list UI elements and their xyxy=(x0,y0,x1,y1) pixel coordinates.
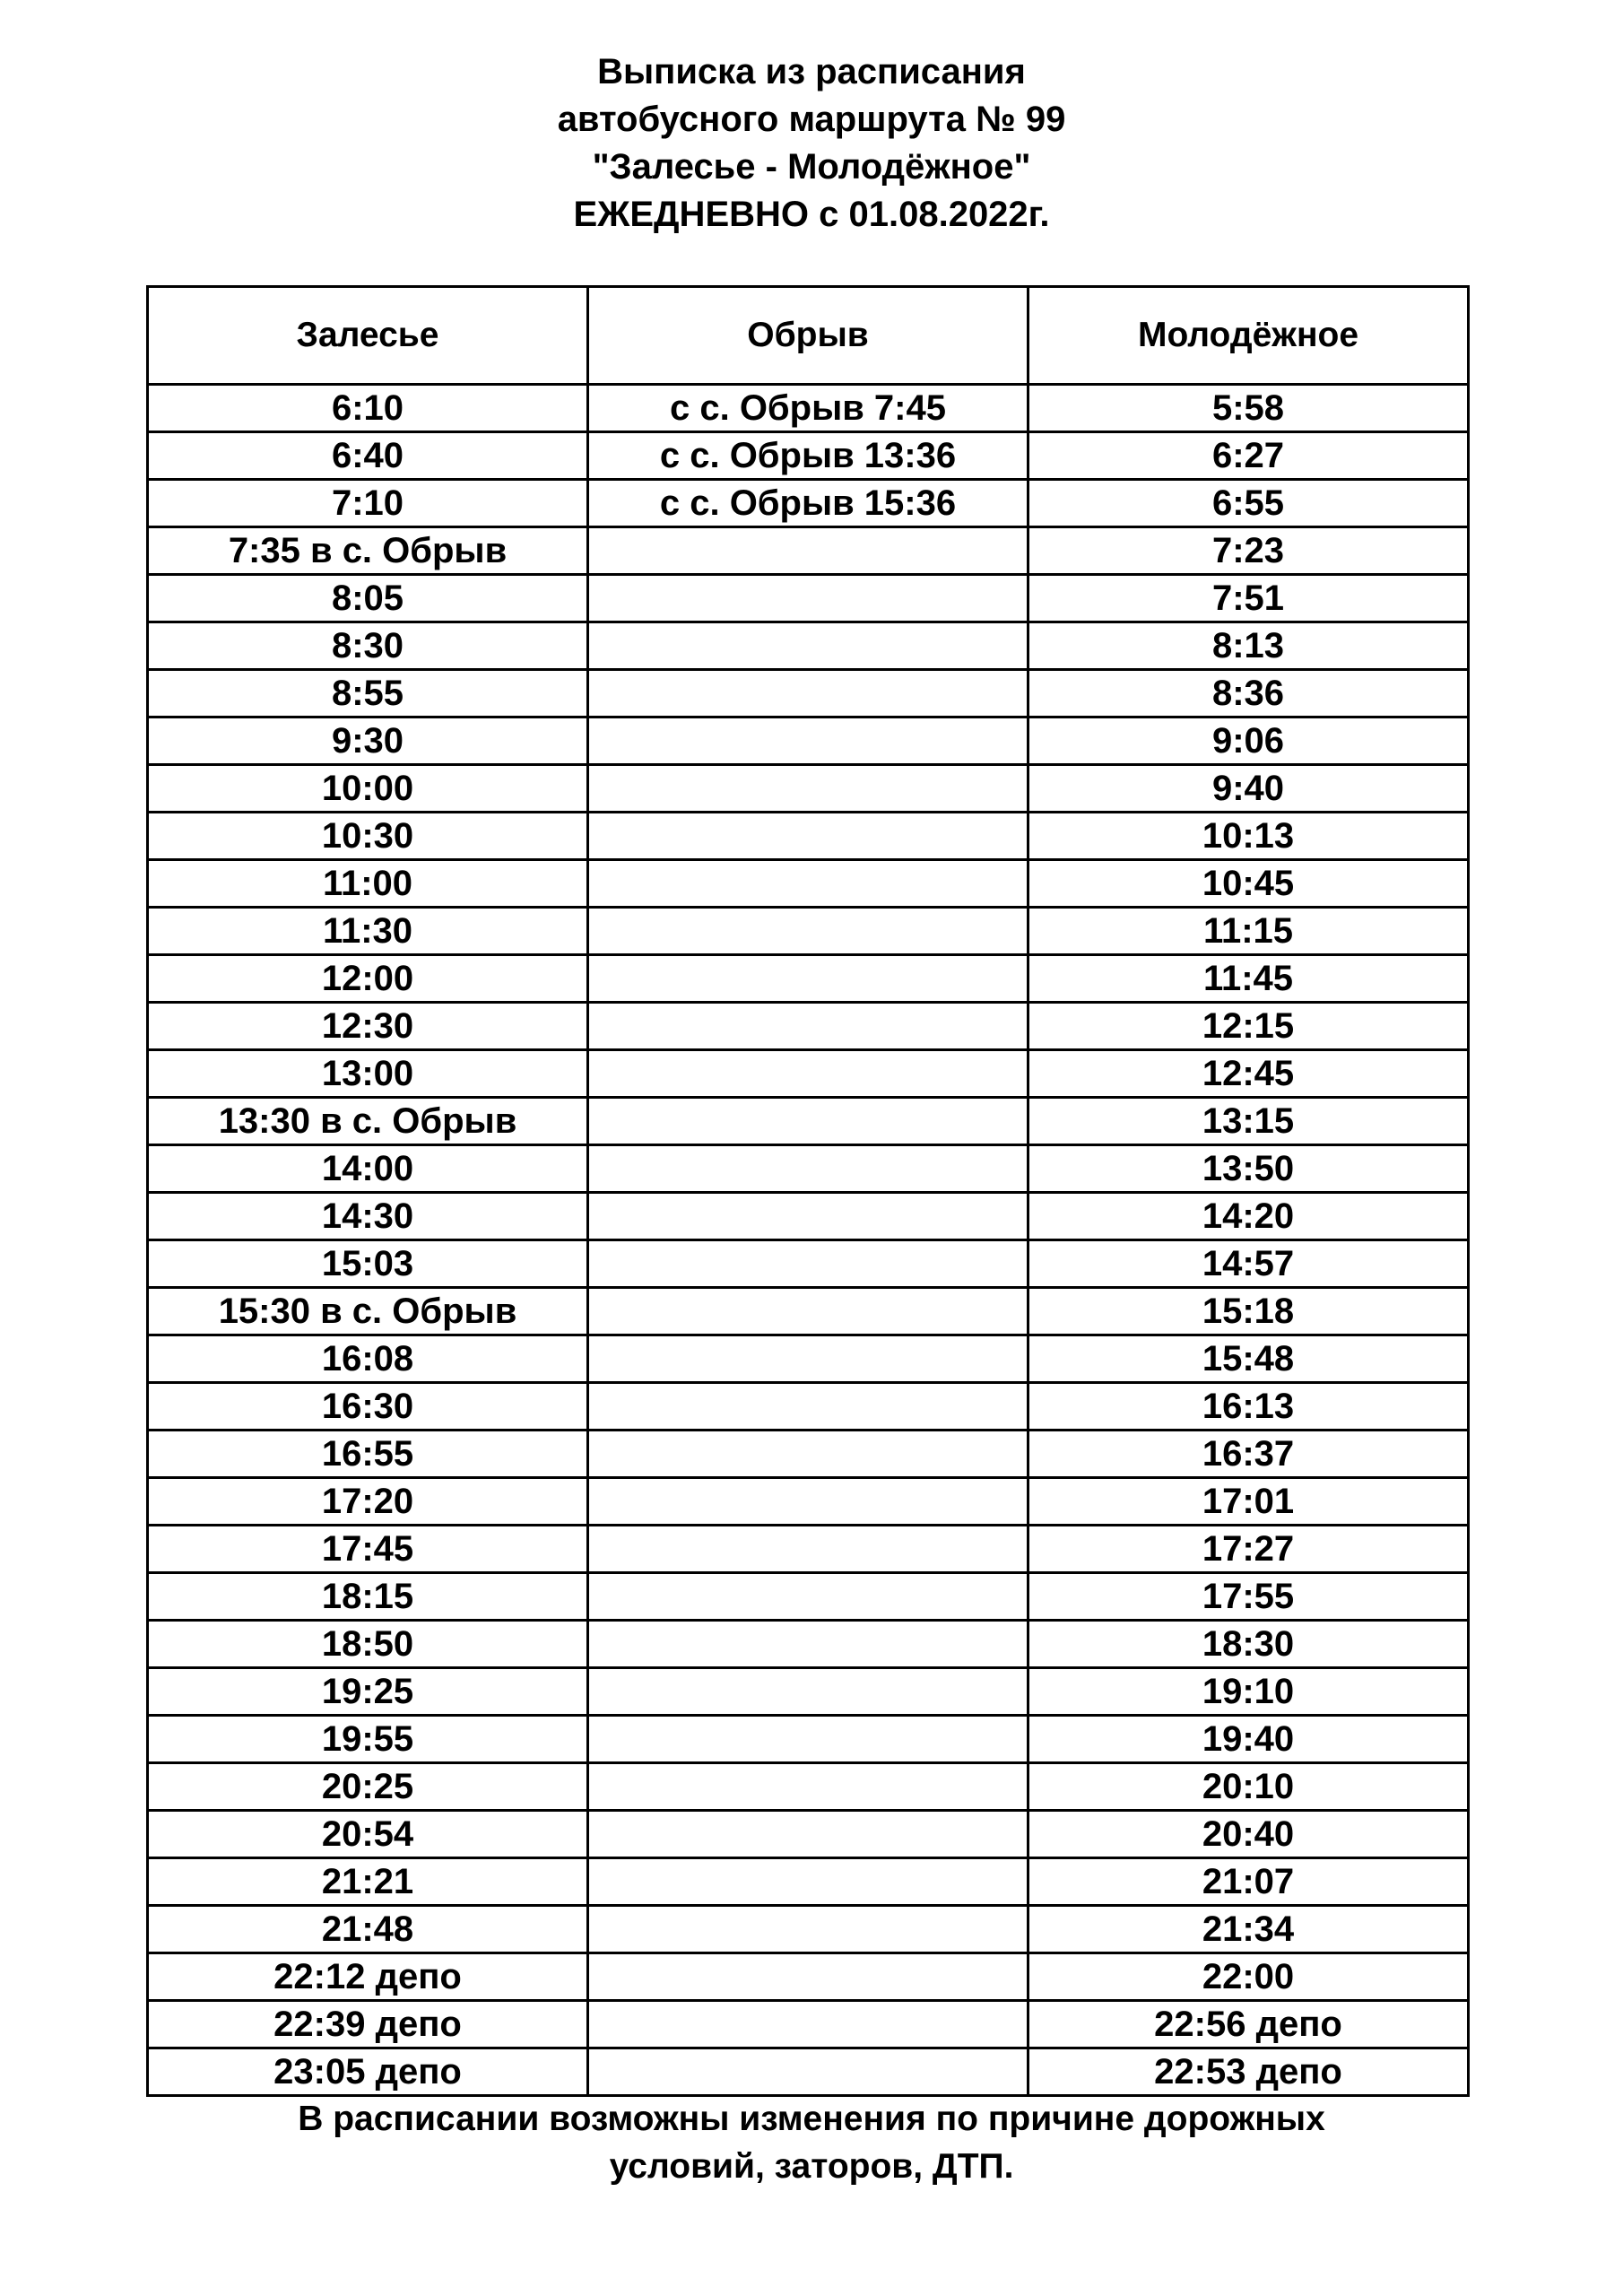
table-row xyxy=(148,718,1469,765)
cell-molodezhnoe: 12:45 xyxy=(1028,1050,1469,1098)
cell-obryv xyxy=(588,575,1028,622)
table-row xyxy=(148,670,1469,718)
table-row xyxy=(148,1621,1469,1668)
cell-molodezhnoe: 8:36 xyxy=(1028,670,1469,718)
cell-molodezhnoe: 21:34 xyxy=(1028,1906,1469,1953)
cell-obryv xyxy=(588,2001,1028,2048)
cell-zalesye: 8:05 xyxy=(148,575,588,622)
cell-zalesye: 22:12 депо xyxy=(148,1953,588,2001)
cell-molodezhnoe: 6:27 xyxy=(1028,432,1469,480)
table-row xyxy=(148,622,1469,670)
cell-zalesye: 10:30 xyxy=(148,813,588,860)
cell-obryv xyxy=(588,1098,1028,1145)
title-line-3: "Залесье - Молодёжное" xyxy=(592,147,1031,187)
table-row xyxy=(148,1573,1469,1621)
cell-molodezhnoe: 9:06 xyxy=(1028,718,1469,765)
table-row xyxy=(148,432,1469,480)
cell-molodezhnoe: 16:13 xyxy=(1028,1383,1469,1431)
table-row xyxy=(148,480,1469,527)
title-line-1: Выписка из расписания xyxy=(597,52,1026,91)
table-row xyxy=(148,1431,1469,1478)
cell-obryv xyxy=(588,1668,1028,1716)
cell-obryv xyxy=(588,1050,1028,1098)
cell-molodezhnoe: 12:15 xyxy=(1028,1003,1469,1050)
table-row xyxy=(148,1668,1469,1716)
cell-obryv xyxy=(588,813,1028,860)
cell-molodezhnoe: 8:13 xyxy=(1028,622,1469,670)
cell-obryv xyxy=(588,1621,1028,1668)
cell-obryv xyxy=(588,1478,1028,1526)
cell-molodezhnoe: 11:15 xyxy=(1028,908,1469,955)
cell-molodezhnoe: 21:07 xyxy=(1028,1858,1469,1906)
cell-zalesye: 14:30 xyxy=(148,1193,588,1240)
table-row xyxy=(148,860,1469,908)
cell-zalesye: 16:30 xyxy=(148,1383,588,1431)
cell-obryv xyxy=(588,1003,1028,1050)
cell-zalesye: 15:30 в с. Обрыв xyxy=(148,1288,588,1335)
cell-molodezhnoe: 15:18 xyxy=(1028,1288,1469,1335)
cell-molodezhnoe: 17:27 xyxy=(1028,1526,1469,1573)
cell-obryv xyxy=(588,1288,1028,1335)
cell-zalesye: 8:55 xyxy=(148,670,588,718)
table-row xyxy=(148,1050,1469,1098)
table-row xyxy=(148,1763,1469,1811)
cell-zalesye: 23:05 депо xyxy=(148,2048,588,2096)
cell-obryv xyxy=(588,2048,1028,2096)
cell-zalesye: 8:30 xyxy=(148,622,588,670)
cell-molodezhnoe: 17:55 xyxy=(1028,1573,1469,1621)
cell-obryv xyxy=(588,622,1028,670)
cell-obryv: с с. Обрыв 15:36 xyxy=(588,480,1028,527)
cell-obryv xyxy=(588,1858,1028,1906)
table-row xyxy=(148,2001,1469,2048)
table-row xyxy=(148,1288,1469,1335)
cell-obryv xyxy=(588,527,1028,575)
cell-obryv xyxy=(588,1811,1028,1858)
title-line-2: автобусного маршрута № 99 xyxy=(557,100,1066,139)
cell-obryv xyxy=(588,1240,1028,1288)
table-row xyxy=(148,1811,1469,1858)
cell-obryv: с с. Обрыв 7:45 xyxy=(588,385,1028,432)
cell-obryv xyxy=(588,1526,1028,1573)
cell-obryv xyxy=(588,670,1028,718)
column-header-molodezhnoe: Молодёжное xyxy=(1028,287,1469,385)
document-title xyxy=(0,48,1623,239)
cell-molodezhnoe: 6:55 xyxy=(1028,480,1469,527)
footer-note xyxy=(0,2095,1623,2190)
table-row xyxy=(148,2048,1469,2096)
table-row xyxy=(148,575,1469,622)
cell-obryv xyxy=(588,1906,1028,1953)
table-row xyxy=(148,527,1469,575)
cell-zalesye: 13:00 xyxy=(148,1050,588,1098)
cell-molodezhnoe: 22:56 депо xyxy=(1028,2001,1469,2048)
cell-obryv xyxy=(588,718,1028,765)
cell-zalesye: 19:55 xyxy=(148,1716,588,1763)
table-row xyxy=(148,1003,1469,1050)
cell-obryv xyxy=(588,1383,1028,1431)
cell-zalesye: 20:54 xyxy=(148,1811,588,1858)
cell-obryv xyxy=(588,1716,1028,1763)
table-row xyxy=(148,1335,1469,1383)
cell-molodezhnoe: 16:37 xyxy=(1028,1431,1469,1478)
cell-zalesye: 20:25 xyxy=(148,1763,588,1811)
cell-molodezhnoe: 10:13 xyxy=(1028,813,1469,860)
cell-zalesye: 6:10 xyxy=(148,385,588,432)
table-row xyxy=(148,1858,1469,1906)
table-row xyxy=(148,1098,1469,1145)
cell-molodezhnoe: 17:01 xyxy=(1028,1478,1469,1526)
cell-molodezhnoe: 9:40 xyxy=(1028,765,1469,813)
table-row xyxy=(148,1145,1469,1193)
table-row xyxy=(148,385,1469,432)
cell-molodezhnoe: 18:30 xyxy=(1028,1621,1469,1668)
cell-obryv xyxy=(588,1193,1028,1240)
cell-zalesye: 17:45 xyxy=(148,1526,588,1573)
table-header-row xyxy=(148,287,1469,385)
cell-obryv xyxy=(588,1953,1028,2001)
cell-molodezhnoe: 11:45 xyxy=(1028,955,1469,1003)
cell-obryv: с с. Обрыв 13:36 xyxy=(588,432,1028,480)
cell-obryv xyxy=(588,1145,1028,1193)
table-row xyxy=(148,1240,1469,1288)
cell-molodezhnoe: 13:15 xyxy=(1028,1098,1469,1145)
cell-obryv xyxy=(588,1335,1028,1383)
cell-molodezhnoe: 13:50 xyxy=(1028,1145,1469,1193)
cell-obryv xyxy=(588,955,1028,1003)
cell-zalesye: 10:00 xyxy=(148,765,588,813)
cell-obryv xyxy=(588,1573,1028,1621)
table-row xyxy=(148,765,1469,813)
cell-zalesye: 6:40 xyxy=(148,432,588,480)
cell-zalesye: 7:10 xyxy=(148,480,588,527)
footer-line-1: В расписании возможны изменения по причине дорожных xyxy=(298,2100,1325,2138)
cell-molodezhnoe: 19:10 xyxy=(1028,1668,1469,1716)
cell-zalesye: 16:08 xyxy=(148,1335,588,1383)
cell-molodezhnoe: 14:20 xyxy=(1028,1193,1469,1240)
cell-zalesye: 18:50 xyxy=(148,1621,588,1668)
table-row xyxy=(148,1383,1469,1431)
cell-zalesye: 11:30 xyxy=(148,908,588,955)
cell-molodezhnoe: 20:40 xyxy=(1028,1811,1469,1858)
footer-line-2: условий, заторов, ДТП. xyxy=(609,2147,1014,2186)
cell-obryv xyxy=(588,908,1028,955)
cell-molodezhnoe: 20:10 xyxy=(1028,1763,1469,1811)
cell-molodezhnoe: 5:58 xyxy=(1028,385,1469,432)
cell-zalesye: 16:55 xyxy=(148,1431,588,1478)
table-row xyxy=(148,908,1469,955)
cell-zalesye: 13:30 в с. Обрыв xyxy=(148,1098,588,1145)
cell-zalesye: 17:20 xyxy=(148,1478,588,1526)
cell-zalesye: 14:00 xyxy=(148,1145,588,1193)
cell-molodezhnoe: 7:23 xyxy=(1028,527,1469,575)
cell-obryv xyxy=(588,860,1028,908)
column-header-obryv: Обрыв xyxy=(588,287,1028,385)
cell-molodezhnoe: 19:40 xyxy=(1028,1716,1469,1763)
table-row xyxy=(148,813,1469,860)
cell-molodezhnoe: 7:51 xyxy=(1028,575,1469,622)
cell-zalesye: 7:35 в с. Обрыв xyxy=(148,527,588,575)
table-row xyxy=(148,1193,1469,1240)
table-row xyxy=(148,1953,1469,2001)
cell-molodezhnoe: 10:45 xyxy=(1028,860,1469,908)
table-row xyxy=(148,1716,1469,1763)
cell-molodezhnoe: 14:57 xyxy=(1028,1240,1469,1288)
cell-zalesye: 18:15 xyxy=(148,1573,588,1621)
cell-obryv xyxy=(588,765,1028,813)
cell-molodezhnoe: 22:53 депо xyxy=(1028,2048,1469,2096)
cell-zalesye: 15:03 xyxy=(148,1240,588,1288)
cell-zalesye: 12:00 xyxy=(148,955,588,1003)
cell-obryv xyxy=(588,1431,1028,1478)
table-row xyxy=(148,1526,1469,1573)
table-row xyxy=(148,955,1469,1003)
cell-zalesye: 11:00 xyxy=(148,860,588,908)
column-header-zalesye: Залесье xyxy=(148,287,588,385)
cell-molodezhnoe: 22:00 xyxy=(1028,1953,1469,2001)
cell-zalesye: 12:30 xyxy=(148,1003,588,1050)
schedule-table xyxy=(146,285,1470,2097)
cell-zalesye: 19:25 xyxy=(148,1668,588,1716)
title-line-4: ЕЖЕДНЕВНО с 01.08.2022г. xyxy=(573,195,1050,234)
cell-zalesye: 22:39 депо xyxy=(148,2001,588,2048)
cell-zalesye: 9:30 xyxy=(148,718,588,765)
table-row xyxy=(148,1906,1469,1953)
table-row xyxy=(148,1478,1469,1526)
cell-molodezhnoe: 15:48 xyxy=(1028,1335,1469,1383)
cell-zalesye: 21:48 xyxy=(148,1906,588,1953)
cell-zalesye: 21:21 xyxy=(148,1858,588,1906)
cell-obryv xyxy=(588,1763,1028,1811)
